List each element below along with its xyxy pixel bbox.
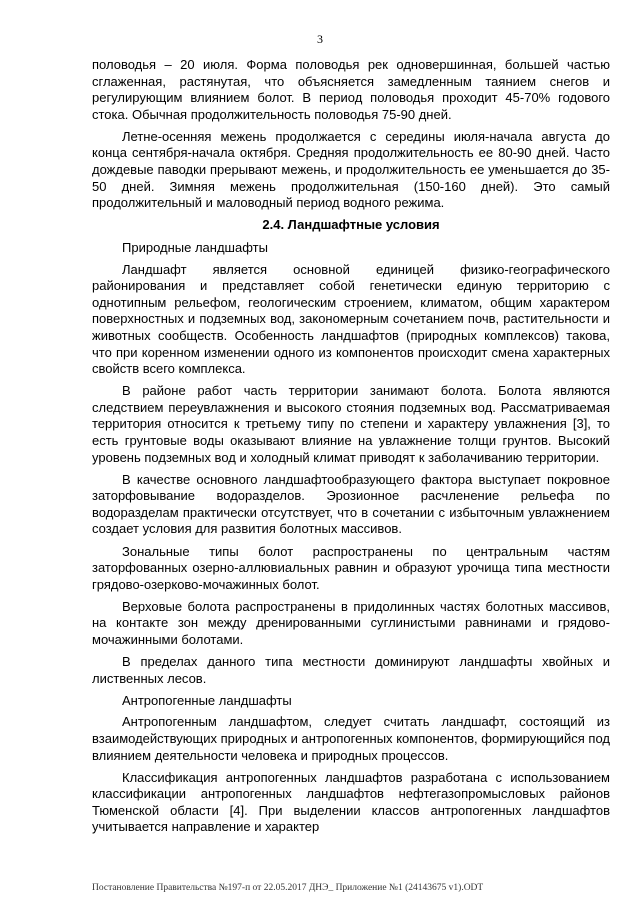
paragraph: половодья – 20 июля. Форма половодья рек одновершинная, большей частью сглаженная, растянутая, что объясняется замедленным таянием снегов и регулирующим влиянием болот. В период половодья проходит 45-70% годового стока. Обычная продолжительность половодья 75-90 дней.: [92, 57, 610, 122]
paragraph: Ландшафт является основной единицей физико-географического районирования и представляет собой генетически единую территорию с однотипным рельефом, геологическим строением, климатом, общим характером поверхностных и подземных вод, закономерным сочетанием почв, растительности и животных сообществ. Особенность ландшафтов (природных комплексов) такова, что при коренном изменении одного из компонентов происходит смена характерных свойств всего комплекса.: [92, 261, 610, 377]
section-heading: 2.4. Ландшафтные условия: [262, 217, 440, 233]
subsection-title: Антропогенные ландшафты: [122, 692, 292, 708]
paragraph: В качестве основного ландшафтообразующего фактора выступает покровное заторфовывание водоразделов. Эрозионное расчленение рельефа по водоразделам практически отсутствует, что в сочетании с избыточным увлажнением создает условия для развития болотных массивов.: [92, 471, 610, 537]
paragraph: В районе работ часть территории занимают болота. Болота являются следствием переувлажнения и высокого стояния подземных вод. Рассматриваемая территория относится к третьему типу по степени и характеру увлажнения [3], то есть грунтовые воды оказывают влияние на увлажнение толщи грунтов. Высокий уровень подземных вод и холодный климат приводят к заболачиванию территории.: [92, 383, 610, 465]
paragraph: Классификация антропогенных ландшафтов разработана с использованием классификации антропогенных ландшафтов нефтегазопромысловых районов Тюменской области [4]. При выделении классов антропогенных ландшафтов учитывается направление и характер: [92, 769, 610, 835]
paragraph: Летне-осенняя межень продолжается с середины июля-начала августа до конца сентября-начала октября. Средняя продолжительность ее 80-90 дней. Часто дождевые паводки прерывают межень, и продолжительность ее уменьшается до 35-50 дней. Зимняя межень продолжительная (150-160 дней). Это самый продолжительный и маловодный период водного режима.: [92, 128, 610, 211]
page-number: 3: [317, 32, 323, 46]
paragraph: Антропогенным ландшафтом, следует считать ландшафт, состоящий из взаимодействующих природных и антропогенных компонентов, формирующийся под влиянием деятельности человека и природных процессов.: [92, 714, 610, 763]
paragraph: Зональные типы болот распространены по центральным частям заторфованных озерно-аллювиальных равнин и образуют урочища типа местности грядово-озерково-мочажинных болот.: [92, 543, 610, 592]
paragraph: Верховые болота распространены в придолинных частях болотных массивов, на контакте зон между дренированными суглинистыми равнинами и грядово-мочажинными болотами.: [92, 598, 610, 647]
subsection-title: Природные ландшафты: [122, 239, 268, 255]
page-footer: Постановление Правительства №197-п от 22.05.2017 ДНЭ_ Приложение №1 (24143675 v1).ODT: [92, 883, 484, 893]
document-body: [92, 57, 610, 842]
paragraph: В пределах данного типа местности доминируют ландшафты хвойных и лиственных лесов.: [92, 654, 610, 686]
